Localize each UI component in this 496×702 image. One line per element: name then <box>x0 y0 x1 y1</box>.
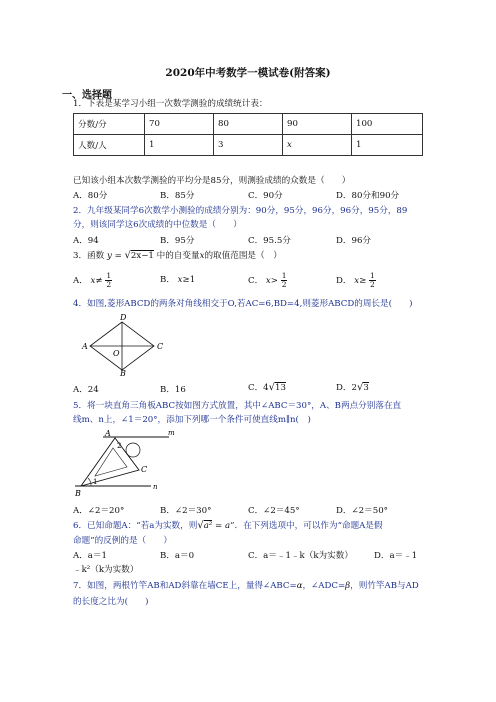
q7-text-b: ，∠ADC= <box>302 581 346 591</box>
q7-line1 <box>73 580 419 592</box>
option-coef: 2 <box>351 383 357 393</box>
q2-line1: 2．九年级某同学6次数学小测验的成绩分别为：90分，95分，96分，96分，95分，89 <box>73 206 408 216</box>
fraction-num: 1 <box>281 271 287 280</box>
q4-option-c <box>248 382 286 394</box>
q2-option-a: A．94 <box>73 236 99 246</box>
q7-text-c: ，则竹竿AB与AD <box>350 581 419 591</box>
q6-eq: = <box>215 521 223 531</box>
q6-option-b: B．a＝0 <box>160 551 195 561</box>
q7-line2: 的长度之比为( ) <box>73 597 149 607</box>
q1-option-c: C．90分 <box>248 191 283 201</box>
q6-option-a: A．a＝1 <box>73 551 107 561</box>
fraction-den: 2 <box>106 280 112 289</box>
section-heading: 一、选择题 <box>62 90 112 101</box>
q6-option-d: D．a＝﹣1 <box>374 551 418 561</box>
q3-var: x <box>199 251 205 261</box>
label-o: O <box>113 349 120 358</box>
option-lhs: x <box>177 275 183 285</box>
q1-option-a: A．80分 <box>73 191 108 201</box>
q6-radicand: a² <box>203 521 213 531</box>
q3-option-b <box>160 274 195 286</box>
rhombus-figure <box>80 312 170 376</box>
table-cell: 1 <box>352 135 423 156</box>
angle-1-arc <box>88 478 91 486</box>
table-cell: 80 <box>214 114 283 135</box>
set-square-hole <box>126 443 140 457</box>
option-rad: 13 <box>275 383 286 393</box>
q4-stem: 4．如图,菱形ABCD的两条对角线相交于O,若AC=6,BD=4,则菱形ABCD的周长是( ) <box>73 299 413 309</box>
option-label: D． <box>336 276 352 286</box>
q2-line2: 分，则该同学这6次成绩的中位数是（ ） <box>73 220 242 230</box>
sqrt-icon: √ <box>356 382 364 393</box>
q6-rhs: a <box>224 521 231 531</box>
label-a: A <box>82 342 88 351</box>
q5-option-d: D．∠2＝50° <box>336 506 388 516</box>
label-1: 1 <box>93 478 98 486</box>
q3-stem <box>73 250 282 262</box>
q3-option-c <box>248 272 287 289</box>
score-table <box>73 113 423 156</box>
option-label: C． <box>248 383 264 393</box>
option-coef: 4 <box>263 383 269 393</box>
q6-line2: 命题”的反例的是（ ） <box>73 536 172 546</box>
option-op: ≠ <box>95 276 103 286</box>
fraction-den: 2 <box>370 280 375 289</box>
table-cell: 70 <box>145 114 214 135</box>
q2-option-d: D．96分 <box>336 236 372 246</box>
q3-func-y: y <box>106 251 112 261</box>
sqrt-icon: √ <box>268 382 276 393</box>
q6-text-a: 6．已知命题A：“若a为实数，则 <box>73 521 198 531</box>
table-cell: x <box>283 135 352 156</box>
fraction <box>369 272 376 289</box>
q7-alpha: α <box>296 581 303 591</box>
table-cell: 分数/分 <box>74 114 145 135</box>
table-cell: 3 <box>214 135 283 156</box>
q7-text-a: 7．如图，两根竹竿AB和AD斜靠在墙CE上，量得∠ABC= <box>73 581 297 591</box>
inner-triangle <box>95 448 127 476</box>
q3-prefix: 3．函数 <box>73 251 105 261</box>
table-cell: 人数/人 <box>74 135 145 156</box>
triangle-abc <box>81 438 139 486</box>
option-lhs: x <box>354 276 360 286</box>
q7-beta: β <box>345 581 351 591</box>
option-label: C． <box>248 276 264 286</box>
label-a: A <box>105 429 111 438</box>
q4-option-b: B．16 <box>160 385 186 395</box>
option-label: B． <box>160 275 175 285</box>
option-op: ≥ <box>359 276 367 286</box>
label-b: B <box>75 489 81 498</box>
triangle-figure <box>73 428 173 498</box>
fraction-num: 1 <box>370 271 375 280</box>
option-label: A． <box>73 276 88 286</box>
fraction <box>105 272 112 289</box>
q6-option-c: C．a＝﹣1﹣k（k为实数） <box>248 551 353 561</box>
q5-option-a: A．∠2＝20° <box>73 506 125 516</box>
option-rhs: 1 <box>189 275 196 285</box>
q3-suffix-b: 的取值范围是（ ） <box>204 251 282 261</box>
q5-line2: 线m、n上，∠1＝20°，添加下列哪一个条件可使直线m∥n( ) <box>73 415 311 425</box>
option-op: > <box>270 276 278 286</box>
q5-option-b: B．∠2＝30° <box>160 506 212 516</box>
fraction-den: 2 <box>281 280 287 289</box>
q3-option-d <box>336 272 376 289</box>
q4-option-a: A．24 <box>73 385 99 395</box>
label-n: n <box>153 483 158 491</box>
table-cell: 90 <box>283 114 352 135</box>
q5-line1: 5．将一块直角三角板ABC按如图方式放置，其中∠ABC＝30°，A、B两点分别落在直 <box>73 401 402 411</box>
q5-option-c: C．∠2＝45° <box>248 506 300 516</box>
q1-stem: 1．下表是某学习小组一次数学测验的成绩统计表： <box>73 99 268 109</box>
q1-text: 已知该小组本次数学测验的平均分是85分，则测验成绩的众数是（ ） <box>73 176 351 186</box>
option-label: D． <box>336 383 352 393</box>
table-cell: 1 <box>145 135 214 156</box>
page-title: 2020年中考数学一模试卷(附答案) <box>165 67 331 79</box>
table-row <box>74 114 423 135</box>
label-2: 2 <box>117 442 122 450</box>
q4-option-d <box>336 382 369 394</box>
sqrt-icon: √ <box>197 520 204 531</box>
q3-option-a <box>73 272 112 289</box>
label-c: C <box>157 342 164 351</box>
fraction-num: 1 <box>106 271 112 280</box>
q2-option-b: B．95分 <box>160 236 195 246</box>
option-lhs: x <box>265 276 271 286</box>
q3-suffix-a: 中的自变量 <box>156 251 200 261</box>
q6-text-b: ”．在下列选项中，可以作为“命题A是假 <box>230 521 383 531</box>
q3-radicand: 2x−1 <box>130 251 154 261</box>
q3-func-eq: = <box>114 251 122 261</box>
q1-option-d: D．80分和90分 <box>336 191 400 201</box>
label-c: C <box>141 465 148 474</box>
q6-option-d-cont: ﹣k²（k为实数） <box>73 565 139 575</box>
q2-option-c: C．95.5分 <box>248 236 291 246</box>
label-m: m <box>168 429 175 437</box>
option-rad: 3 <box>363 383 369 393</box>
q1-option-b: B．85分 <box>160 191 195 201</box>
sqrt-icon: √ <box>124 250 131 261</box>
label-d: D <box>120 313 127 322</box>
table-cell: 100 <box>352 114 423 135</box>
option-lhs: x <box>90 276 96 286</box>
label-b: B <box>120 369 126 378</box>
fraction <box>281 272 288 289</box>
option-op: ≥ <box>182 275 190 285</box>
q6-line1 <box>73 520 383 532</box>
table-row <box>74 135 423 156</box>
